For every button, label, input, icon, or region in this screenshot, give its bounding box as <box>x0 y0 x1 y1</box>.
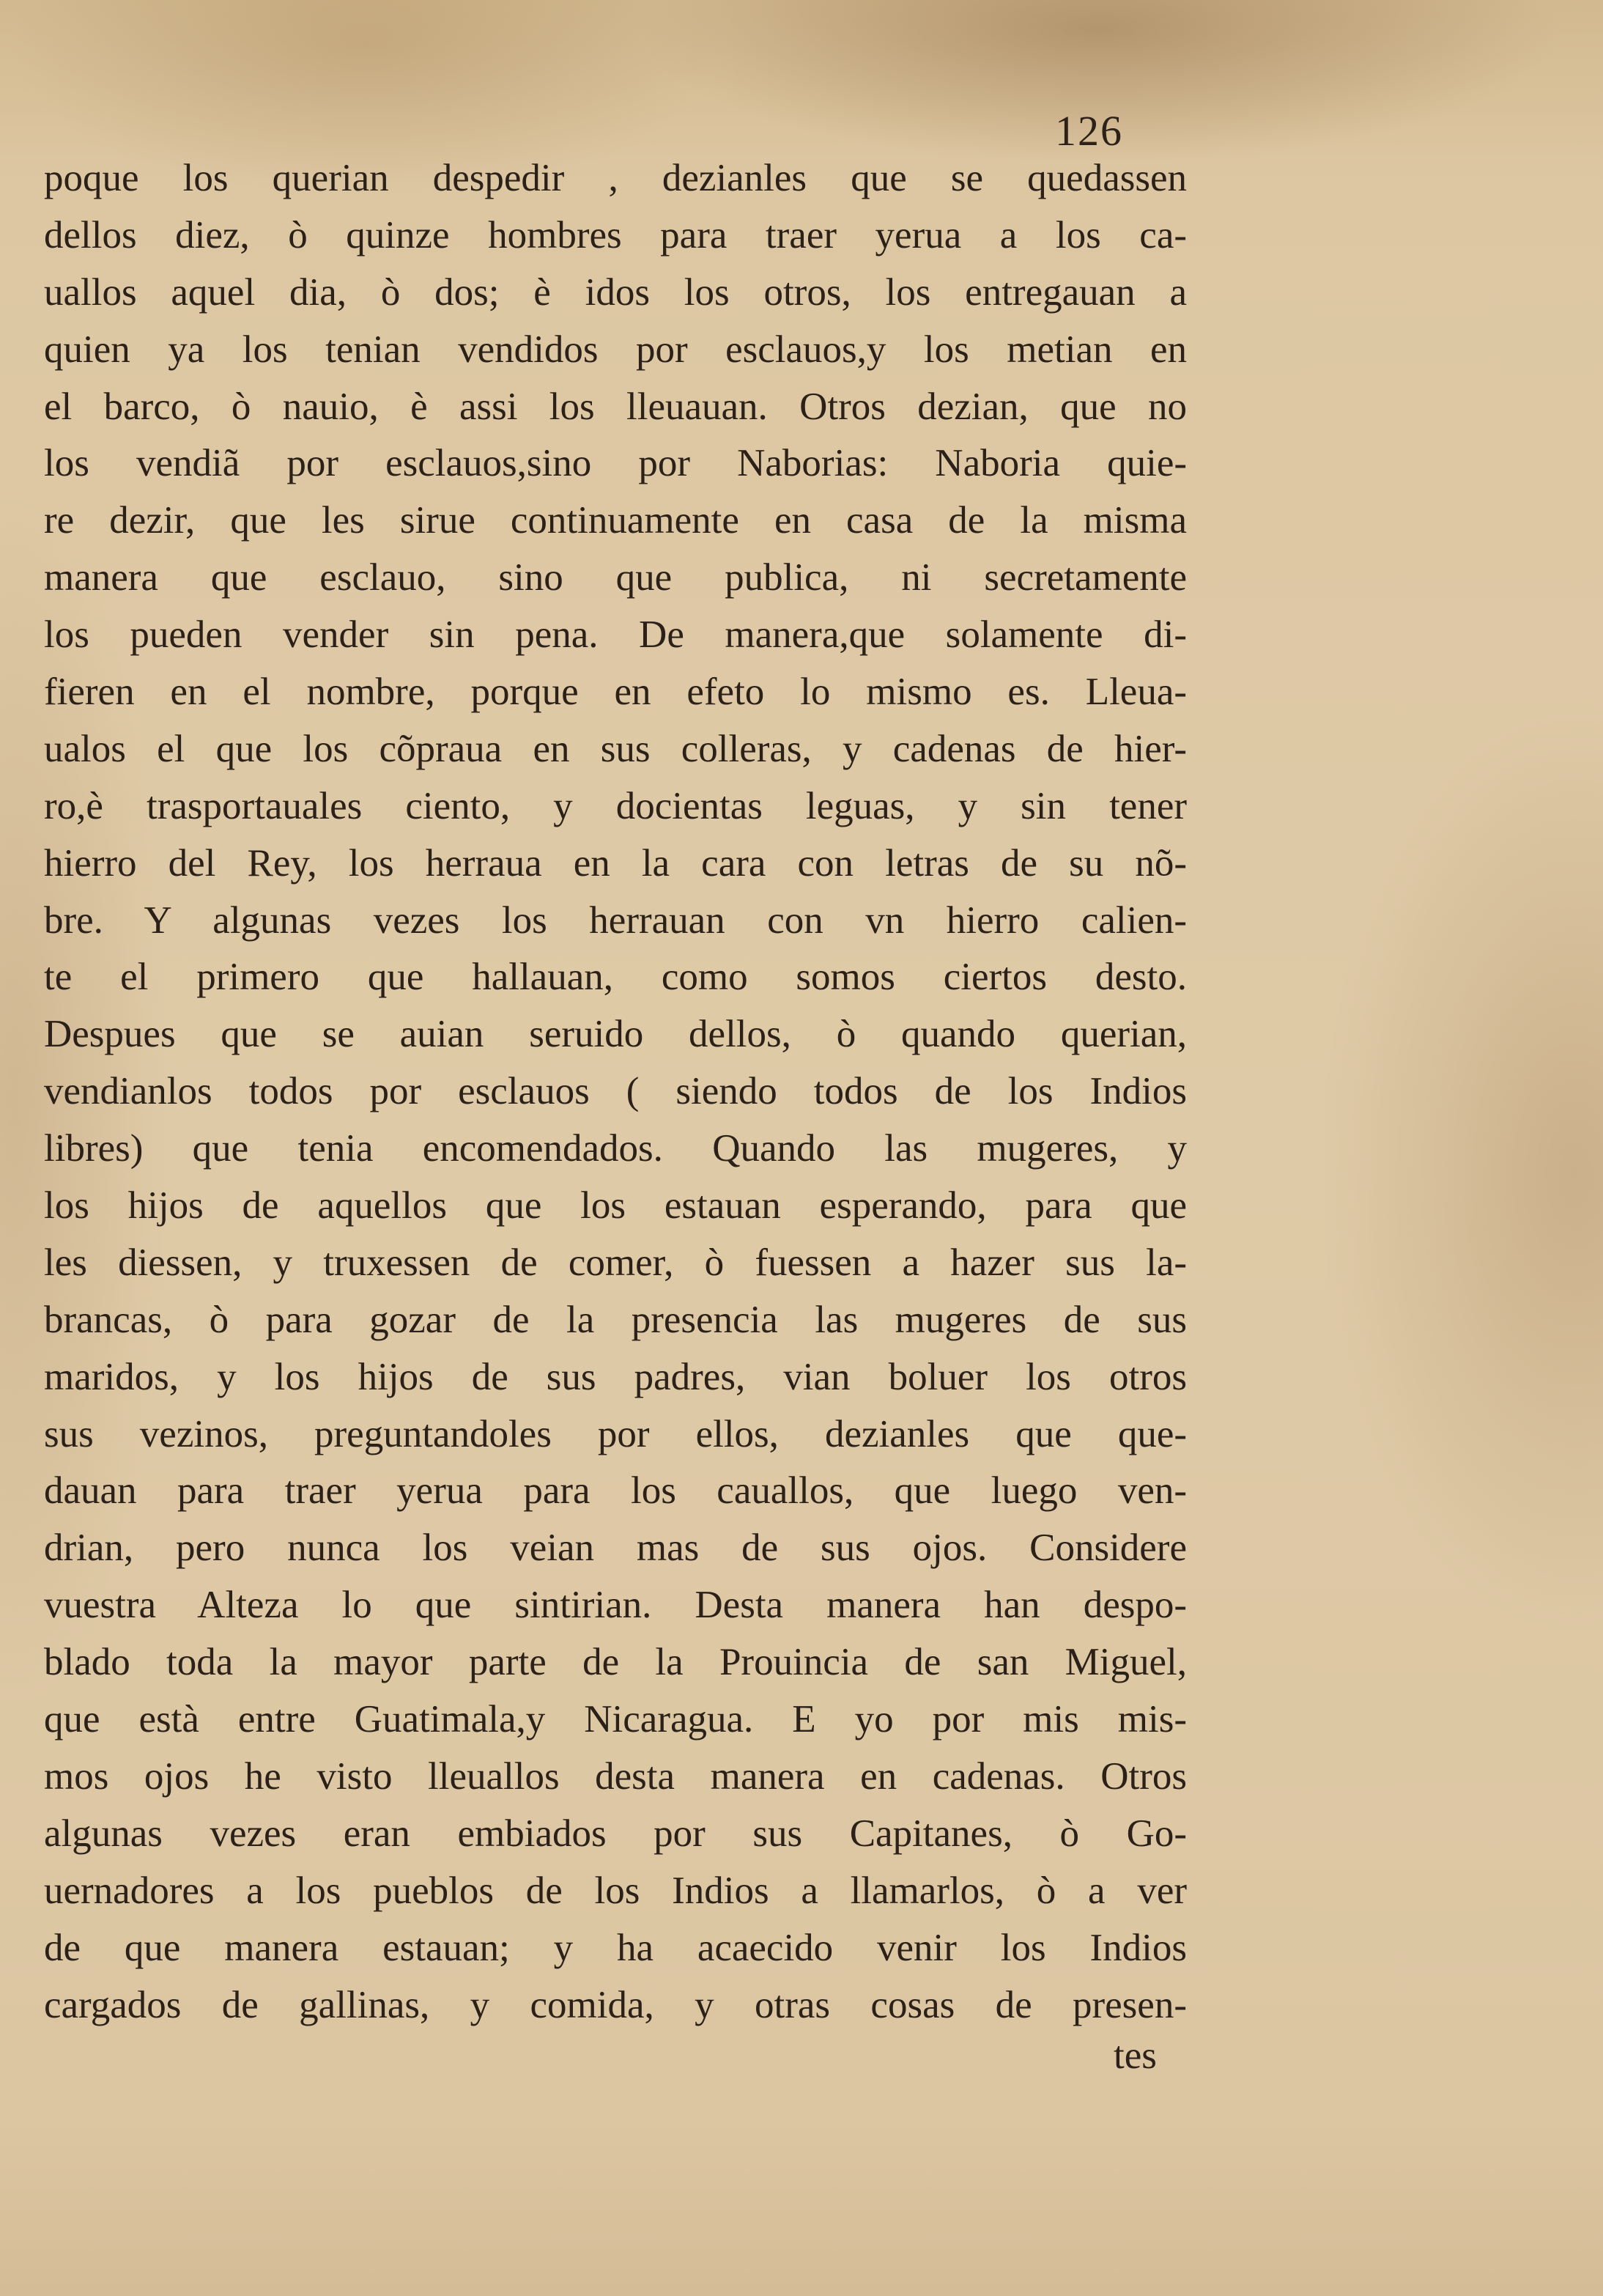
text-line: libres) que tenia encomendados. Quando las mugeres, y <box>44 1127 1187 1170</box>
text-line: te el primero que hallauan, como somos ciertos desto. <box>44 956 1187 999</box>
text-line: cargados de gallinas, y comida, y otras cosas de presen- <box>44 1983 1187 2026</box>
text-line: bre. Y algunas vezes los herrauan con vn hierro calien- <box>44 898 1187 942</box>
text-line: ro,è trasportauales ciento, y docientas leguas, y sin tener <box>44 784 1187 827</box>
text-line: ualos el que los cõpraua en sus colleras, y cadenas de hier- <box>44 727 1187 770</box>
text-line: fieren en el nombre, porque en efeto lo mismo es. Lleua- <box>44 671 1187 714</box>
text-line: hierro del Rey, los herraua en la cara con letras de su nõ- <box>44 841 1187 885</box>
text-line: sus vezinos, preguntandoles por ellos, dezianles que que- <box>44 1412 1187 1455</box>
text-line: los pueden vender sin pena. De manera,que solamente di- <box>44 613 1187 657</box>
catchword: tes <box>1114 2034 1157 2077</box>
text-line: les diessen, y truxessen de comer, ò fuessen a hazer sus la- <box>44 1241 1187 1284</box>
text-line: drian, pero nunca los veian mas de sus ojos. Considere <box>44 1527 1187 1570</box>
text-line: brancas, ò para gozar de la presencia las mugeres de sus <box>44 1298 1187 1341</box>
text-line: de que manera estauan; y ha acaecido venir los Indios <box>44 1926 1187 1969</box>
page-number: 126 <box>1055 107 1123 155</box>
text-line: Despues que se auian seruido dellos, ò quando querian, <box>44 1013 1187 1056</box>
text-line: maridos, y los hijos de sus padres, vian boluer los otros <box>44 1355 1187 1398</box>
text-line: uernadores a los pueblos de los Indios a llamarlos, ò a ver <box>44 1869 1187 1912</box>
text-line: manera que esclauo, sino que publica, ni secretamente <box>44 556 1187 599</box>
text-line: quien ya los tenian vendidos por esclauos,y los metian en <box>44 328 1187 371</box>
text-line: dellos diez, ò quinze hombres para traer yerua a los ca- <box>44 213 1187 256</box>
text-line: mos ojos he visto lleuallos desta manera en cadenas. Otros <box>44 1754 1187 1798</box>
text-line: los hijos de aquellos que los estauan esperando, para que <box>44 1184 1187 1228</box>
text-line: el barco, ò nauio, è assi los lleuauan. Otros dezian, que no <box>44 385 1187 428</box>
text-line: uallos aquel dia, ò dos; è idos los otros, los entregauan a <box>44 270 1187 314</box>
text-line: poque los querian despedir , dezianles que se quedassen <box>44 157 1187 199</box>
text-line: vendianlos todos por esclauos ( siendo todos de los Indios <box>44 1070 1187 1113</box>
text-line: que està entre Guatimala,y Nicaragua. E yo por mis mis- <box>44 1698 1187 1741</box>
text-line: dauan para traer yerua para los cauallos, que luego ven- <box>44 1469 1187 1513</box>
text-line: los vendiã por esclauos,sino por Naborias: Naboria quie- <box>44 442 1187 485</box>
text-line: vuestra Alteza lo que sintirian. Desta manera han despo- <box>44 1584 1187 1627</box>
text-line: re dezir, que les sirue continuamente en casa de la misma <box>44 499 1187 542</box>
text-line: blado toda la mayor parte de la Prouincia de san Miguel, <box>44 1641 1187 1684</box>
text-line: algunas vezes eran embiados por sus Capitanes, ò Go- <box>44 1812 1187 1855</box>
body-text <box>44 150 1187 2034</box>
